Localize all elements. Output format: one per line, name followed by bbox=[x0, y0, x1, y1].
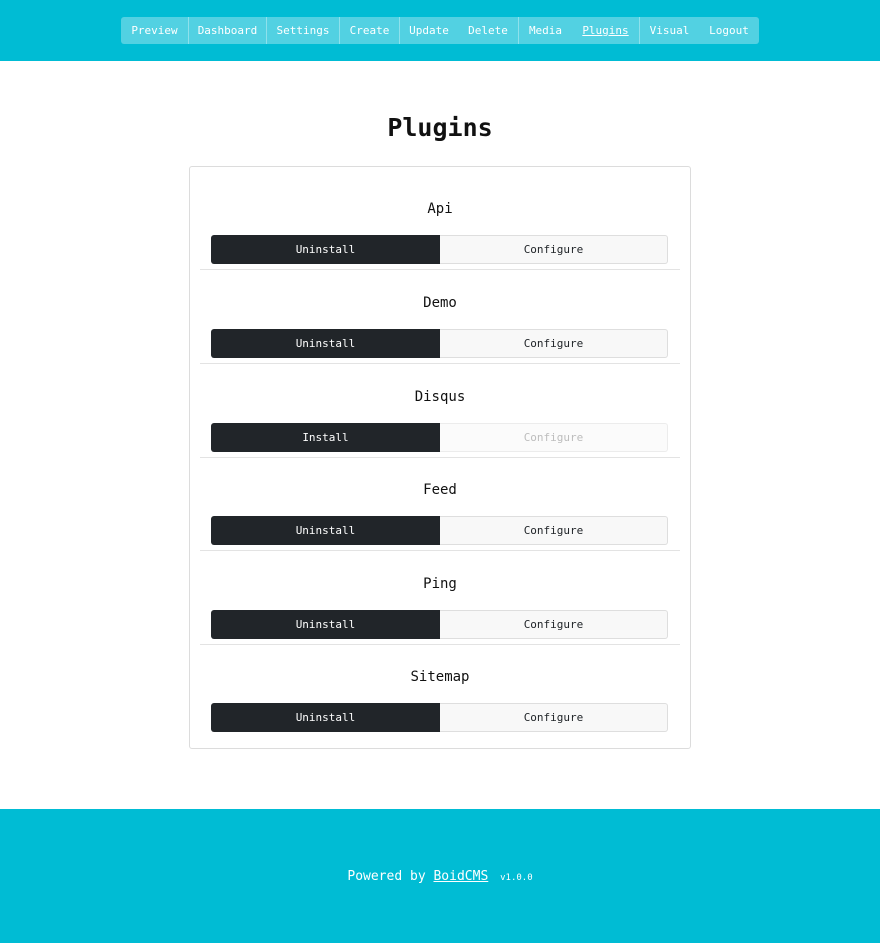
plugin-item-api bbox=[200, 177, 680, 270]
plugin-name: Ping bbox=[423, 576, 457, 592]
plugin-name: Disqus bbox=[414, 389, 466, 405]
nav-settings[interactable]: Settings bbox=[266, 17, 339, 44]
nav-logout[interactable]: Logout bbox=[709, 24, 749, 37]
install-button[interactable]: Install bbox=[211, 423, 440, 452]
nav-create[interactable]: Create bbox=[339, 17, 399, 44]
plugin-actions bbox=[211, 423, 668, 452]
plugin-actions bbox=[211, 329, 668, 358]
configure-button[interactable]: Configure bbox=[440, 610, 668, 639]
uninstall-button[interactable]: Uninstall bbox=[211, 235, 440, 264]
page-title: Plugins bbox=[387, 113, 493, 142]
nav-preview[interactable]: Preview bbox=[131, 24, 178, 37]
uninstall-button[interactable]: Uninstall bbox=[211, 703, 440, 732]
plugins-card bbox=[189, 166, 691, 749]
configure-button[interactable]: Configure bbox=[440, 329, 668, 358]
plugin-item-ping bbox=[200, 552, 680, 645]
plugin-name: Sitemap bbox=[410, 669, 470, 685]
plugin-actions bbox=[211, 610, 668, 639]
boidcms-link[interactable]: BoidCMS bbox=[433, 869, 489, 884]
top-bar bbox=[0, 0, 880, 61]
plugin-name: Feed bbox=[423, 482, 457, 498]
main-nav bbox=[121, 17, 759, 44]
nav-plugins[interactable]: Plugins bbox=[582, 24, 629, 37]
nav-visual[interactable]: Visual bbox=[639, 17, 699, 44]
plugin-name: Api bbox=[427, 201, 453, 217]
plugin-actions bbox=[211, 235, 668, 264]
nav-media[interactable]: Media bbox=[518, 17, 572, 44]
configure-button[interactable]: Configure bbox=[440, 516, 668, 545]
footer bbox=[0, 809, 880, 943]
nav-dashboard[interactable]: Dashboard bbox=[188, 17, 266, 44]
plugin-item-sitemap bbox=[200, 645, 680, 738]
nav-update[interactable]: Update bbox=[399, 17, 458, 44]
plugin-name: Demo bbox=[423, 295, 457, 311]
footer-prefix: Powered by bbox=[347, 869, 426, 884]
uninstall-button[interactable]: Uninstall bbox=[211, 610, 440, 639]
nav-delete[interactable]: Delete bbox=[468, 24, 508, 37]
uninstall-button[interactable]: Uninstall bbox=[211, 516, 440, 545]
plugin-item-disqus bbox=[200, 365, 680, 458]
configure-button[interactable]: Configure bbox=[440, 703, 668, 732]
plugin-actions bbox=[211, 703, 668, 732]
footer-credit bbox=[0, 868, 880, 887]
configure-button-disabled: Configure bbox=[440, 423, 668, 452]
plugin-item-feed bbox=[200, 458, 680, 551]
plugin-actions bbox=[211, 516, 668, 545]
uninstall-button[interactable]: Uninstall bbox=[211, 329, 440, 358]
plugin-item-demo bbox=[200, 271, 680, 364]
configure-button[interactable]: Configure bbox=[440, 235, 668, 264]
version-label: v1.0.0 bbox=[500, 873, 533, 883]
